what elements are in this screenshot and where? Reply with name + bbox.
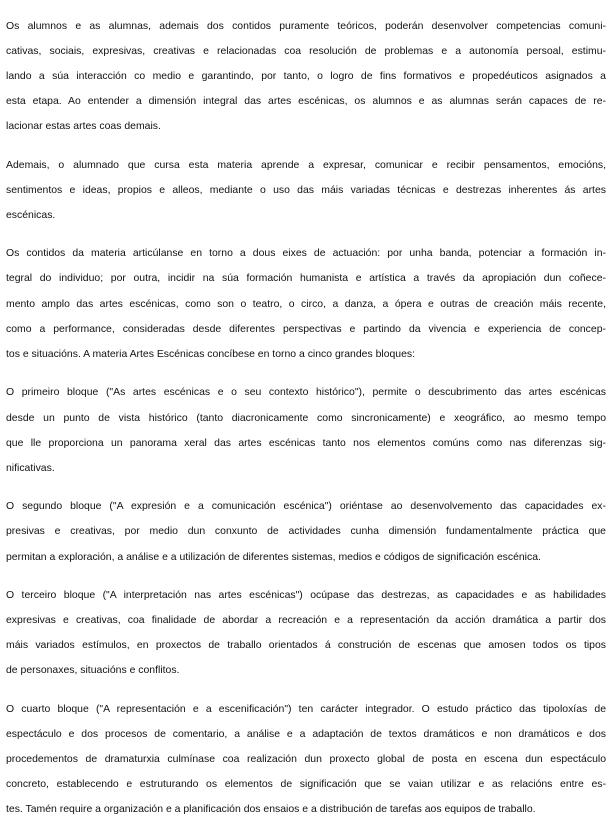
text-line: de personaxes, situacións e conflitos. xyxy=(6,665,180,677)
text-line: que lle proporciona un panorama xeral das artes escénicas tanto nos elementos comúns como nas diferenzas sig- xyxy=(6,437,606,449)
text-line: máis variados estímulos, en proxectos de traballo orientados á construción de escenas que amosen todos os tipos xyxy=(6,640,606,652)
text-line: nificativas. xyxy=(6,462,55,474)
text-line: Os contidos da materia articúlanse en torno a dous eixes de actuación: por unha banda, potenciar a formación in- xyxy=(6,248,606,260)
text-line: procedementos de dramaturxia culmínase coa realización dun proxecto global de posta en escena dun espectáculo xyxy=(6,754,606,766)
text-line: como a performance, consideradas desde diferentes perspectivas e partindo da vivencia e experiencia de concep- xyxy=(6,323,606,335)
text-line: tos e situacións. A materia Artes Escénicas concíbese en torno a cinco grandes bloques: xyxy=(6,348,416,360)
text-line: escénicas. xyxy=(6,209,56,221)
text-line: Os alumnos e as alumnas, ademais dos contidos puramente teóricos, poderán desenvolver competencias comuni- xyxy=(6,20,606,32)
text-line: sentimentos e ideas, propios e alleos, mediante o uso das máis variadas técnicas e destrezas inherentes ás artes xyxy=(6,184,606,196)
paragraph-7 xyxy=(6,692,606,830)
paragraph-1 xyxy=(6,8,606,146)
text-line: Ademais, o alumnado que cursa esta materia aprende a expresar, comunicar e recibir pensamentos, emocións, xyxy=(6,159,606,171)
text-line: desde un punto de vista histórico (tanto diacronicamente como sincronicamente) e xeográfico, ao mesmo tempo xyxy=(6,412,606,424)
text-line: mento amplo das artes escénicas, como son o teatro, o circo, a danza, a ópera e outras de creación máis recente, xyxy=(6,298,606,310)
paragraph-3 xyxy=(6,236,606,374)
text-line: lacionar estas artes coas demais. xyxy=(6,120,161,132)
paragraph-6 xyxy=(6,578,606,691)
document-body xyxy=(6,8,606,831)
text-line: tegral do individuo; por outra, incidir na súa formación humanista e artística a través da apropiación dun coñece- xyxy=(6,273,606,285)
text-line: lando a súa interacción co medio e garantindo, por tanto, o logro de fins formativos e propedéuticos asignados a xyxy=(6,70,606,82)
text-line: esta etapa. Ao entender a dimensión integral das artes escénicas, os alumnos e as alumnas serán capaces de re- xyxy=(6,95,606,107)
text-line: O segundo bloque ("A expresión e a comunicación escénica") oriéntase ao desenvolvemento das capacidades ex- xyxy=(6,501,606,513)
text-line: tes. Tamén require a organización e a planificación dos ensaios e a distribución de tarefas aos equipos de traballo. xyxy=(6,804,536,816)
paragraph-5 xyxy=(6,489,606,577)
paragraph-2 xyxy=(6,147,606,235)
text-line: O terceiro bloque ("A interpretación nas artes escénicas") ocúpase das destrezas, as capacidades e as habilidades xyxy=(6,590,606,602)
text-line: espectáculo e dos procesos de comentario, a análise e a adaptación de textos dramáticos e non dramáticos e dos xyxy=(6,729,606,741)
text-line: concreto, establecendo e estruturando os elementos de significación que se vaian utilizar e as relacións entre es- xyxy=(6,779,606,791)
text-line: permitan a exploración, a análise e a utilización de diferentes sistemas, medios e códigos de significación escénica. xyxy=(6,551,541,563)
text-line: presivas e creativas, por medio dun conxunto de actividades cunha dimensión fundamentalmente práctica que xyxy=(6,526,606,538)
text-line: O cuarto bloque ("A representación e a escenificación") ten carácter integrador. O estudo práctico das tipoloxías de xyxy=(6,704,606,716)
text-line: O primeiro bloque ("As artes escénicas e o seu contexto histórico"), permite o descubrimento das artes escénicas xyxy=(6,387,606,399)
paragraph-4 xyxy=(6,375,606,488)
text-line: expresivas e creativas, coa finalidade de abordar a recreación e a representación da acción dramática a partir dos xyxy=(6,615,606,627)
text-line: cativas, sociais, expresivas, creativas e relacionadas coa resolución de problemas e a autonomía persoal, estimu- xyxy=(6,45,606,57)
